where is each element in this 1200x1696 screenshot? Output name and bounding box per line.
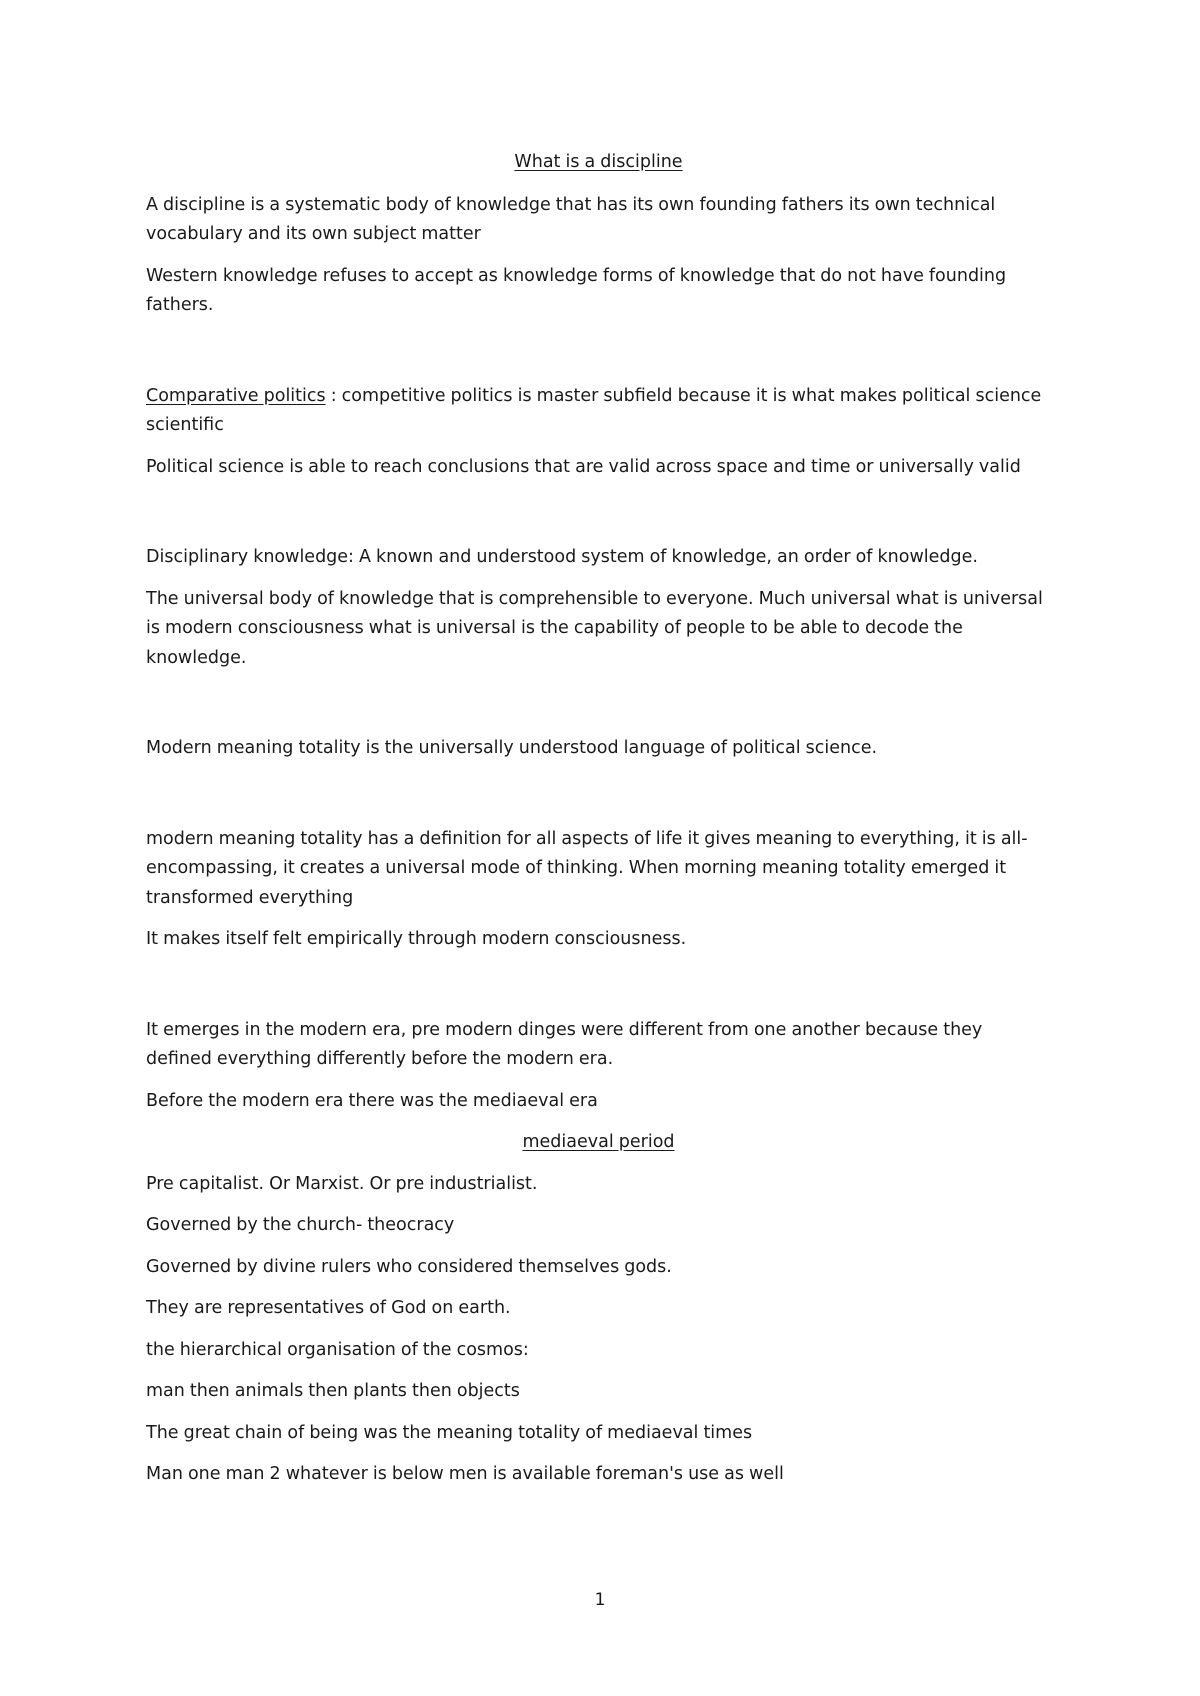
document-body (146, 148, 1051, 1490)
list-item: Governed by divine rulers who considered themselves gods. (146, 1256, 672, 1277)
list-item: Governed by the church- theocracy (146, 1215, 455, 1235)
paragraph: Western knowledge refuses to accept as knowledge forms of knowledge that do not have founding fathers. (146, 265, 1007, 315)
paragraph: Disciplinary knowledge: A known and understood system of knowledge, an order of knowledge. (146, 547, 978, 567)
paragraph: modern meaning totality has a definition for all aspects of life it gives meaning to everything, it is all-encompassing, it creates a universal mode of thinking. When morning meaning totality emerged it transformed everything (146, 828, 1028, 908)
list-item: They are representatives of God on earth. (146, 1298, 511, 1318)
page-number: 1 (594, 1590, 606, 1610)
term-comparative-politics: Comparative politics (146, 385, 326, 406)
list-item: Man one man 2 whatever is below men is available foreman's use as well (146, 1464, 784, 1484)
list-item: Pre capitalist. Or Marxist. Or pre industrialist. (146, 1173, 538, 1194)
paragraph: Modern meaning totality is the universally understood language of political science. (146, 738, 878, 758)
paragraph (146, 382, 1051, 441)
paragraph: Political science is able to reach conclusions that are valid across space and time or universally valid (146, 456, 1021, 477)
list-item: the hierarchical organisation of the cosmos: (146, 1339, 529, 1360)
paragraph: Before the modern era there was the mediaeval era (146, 1090, 598, 1111)
list-item: man then animals then plants then objects (146, 1381, 520, 1401)
section-heading: mediaeval period (522, 1132, 675, 1152)
paragraph: A discipline is a systematic body of knowledge that has its own founding fathers its own technical vocabulary and its own subject matter (146, 194, 996, 244)
list-item: The great chain of being was the meaning totality of mediaeval times (146, 1422, 753, 1443)
paragraph: It makes itself felt empirically through modern consciousness. (146, 929, 687, 949)
paragraph: It emerges in the modern era, pre modern dinges were different from one another because they defined everything differently before the modern era. (146, 1019, 983, 1069)
page-title: What is a discipline (514, 152, 683, 172)
paragraph: The universal body of knowledge that is comprehensible to everyone. Much universal what is universal is modern consciousness what is universal is the capability of people to be able to decode the knowledge. (146, 588, 1043, 668)
paragraph-text: : competitive politics is master subfield because it is what makes political science scientific (146, 385, 1042, 435)
